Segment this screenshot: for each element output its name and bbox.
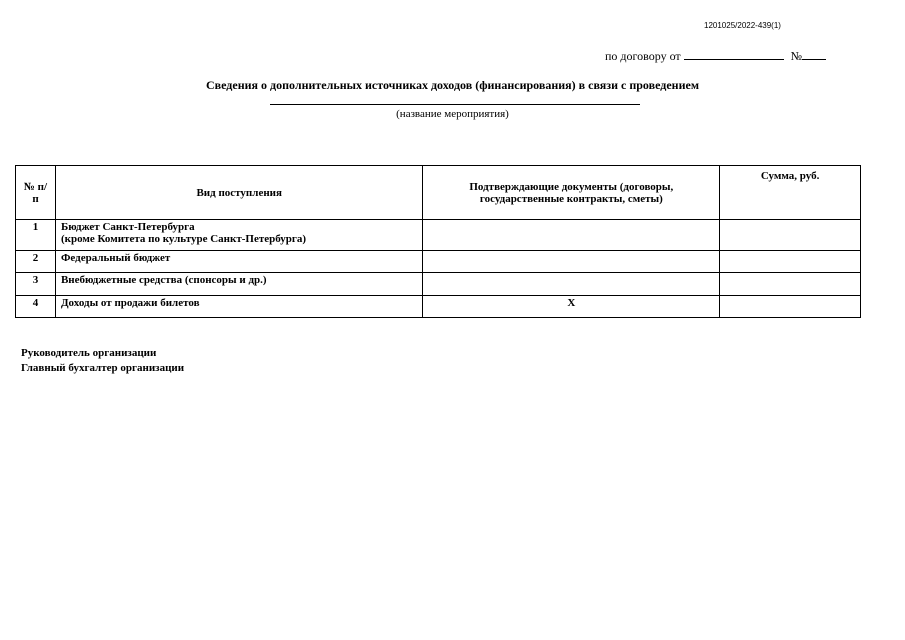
signature-block xyxy=(21,346,184,376)
header-docs: Подтверждающие документы (договоры, государственные контракты, сметы) xyxy=(423,166,720,220)
contract-prefix: по договору от xyxy=(605,49,681,63)
row-sum xyxy=(720,273,861,296)
header-num: № п/п xyxy=(16,166,56,220)
chief-accountant-label: Главный бухгалтер организации xyxy=(21,362,185,374)
row-num: 4 xyxy=(16,296,56,318)
contract-number-blank xyxy=(802,49,826,60)
income-sources-table xyxy=(15,165,861,318)
row-num: 3 xyxy=(16,273,56,296)
table-header-row xyxy=(16,166,861,220)
table-row xyxy=(16,273,861,296)
table-row xyxy=(16,220,861,251)
head-of-organization-label: Руководитель организации xyxy=(21,347,157,359)
row-num: 1 xyxy=(16,220,56,251)
table-row xyxy=(16,296,861,318)
event-name-caption: (название мероприятия) xyxy=(396,108,509,120)
row-type-line: (кроме Комитета по культуре Санкт-Петербурга) xyxy=(60,233,307,245)
header-type: Вид поступления xyxy=(55,166,423,220)
header-sum: Сумма, руб. xyxy=(720,166,861,220)
row-type: Внебюджетные средства (спонсоры и др.) xyxy=(55,273,423,296)
contract-reference xyxy=(605,49,826,64)
row-docs xyxy=(423,251,720,273)
contract-date-blank xyxy=(684,49,784,60)
row-type xyxy=(55,220,423,251)
row-num: 2 xyxy=(16,251,56,273)
table-row xyxy=(16,251,861,273)
row-docs xyxy=(423,273,720,296)
row-sum xyxy=(720,220,861,251)
row-docs xyxy=(423,220,720,251)
row-sum xyxy=(720,251,861,273)
document-title: Сведения о дополнительных источниках доходов (финансирования) в связи с проведением xyxy=(205,78,699,92)
row-type-line: Бюджет Санкт-Петербурга xyxy=(60,221,195,233)
row-docs: Х xyxy=(423,296,720,318)
row-type: Доходы от продажи билетов xyxy=(55,296,423,318)
number-sign: № xyxy=(790,49,803,63)
document-number: 1201025/2022-439(1) xyxy=(704,21,781,30)
row-sum xyxy=(720,296,861,318)
row-type: Федеральный бюджет xyxy=(55,251,423,273)
event-name-blank xyxy=(270,104,640,105)
